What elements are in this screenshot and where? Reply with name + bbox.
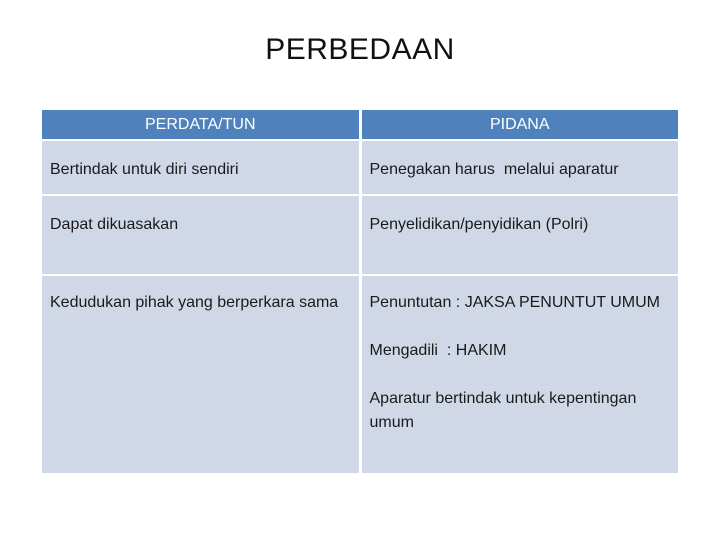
table-header-row <box>42 110 678 140</box>
comparison-table <box>42 110 678 473</box>
table-cell <box>42 195 360 275</box>
cell-text: Aparatur bertindak untuk kepentingan umum <box>369 390 637 431</box>
cell-text: Penyelidikan/penyidikan (Polri) <box>369 216 589 233</box>
table-cell <box>360 140 678 195</box>
table-cell <box>42 275 360 473</box>
table-cell <box>360 195 678 275</box>
cell-text: Kedudukan pihak yang berperkara sama <box>50 294 339 311</box>
table-row <box>42 195 678 275</box>
table-cell <box>42 140 360 195</box>
cell-text: Dapat dikuasakan <box>50 216 179 233</box>
cell-text: Mengadili : HAKIM <box>369 342 507 359</box>
table-row <box>42 275 678 473</box>
cell-text: Penegakan harus melalui aparatur <box>369 161 619 178</box>
header-perdata-tun: PERDATA/TUN <box>42 110 360 140</box>
table-row <box>42 140 678 195</box>
page-title: PERBEDAAN <box>265 33 455 66</box>
table-cell <box>360 275 678 473</box>
header-pidana: PIDANA <box>360 110 678 140</box>
cell-text: Bertindak untuk diri sendiri <box>50 161 239 178</box>
cell-text: Penuntutan : JAKSA PENUNTUT UMUM <box>369 294 660 311</box>
